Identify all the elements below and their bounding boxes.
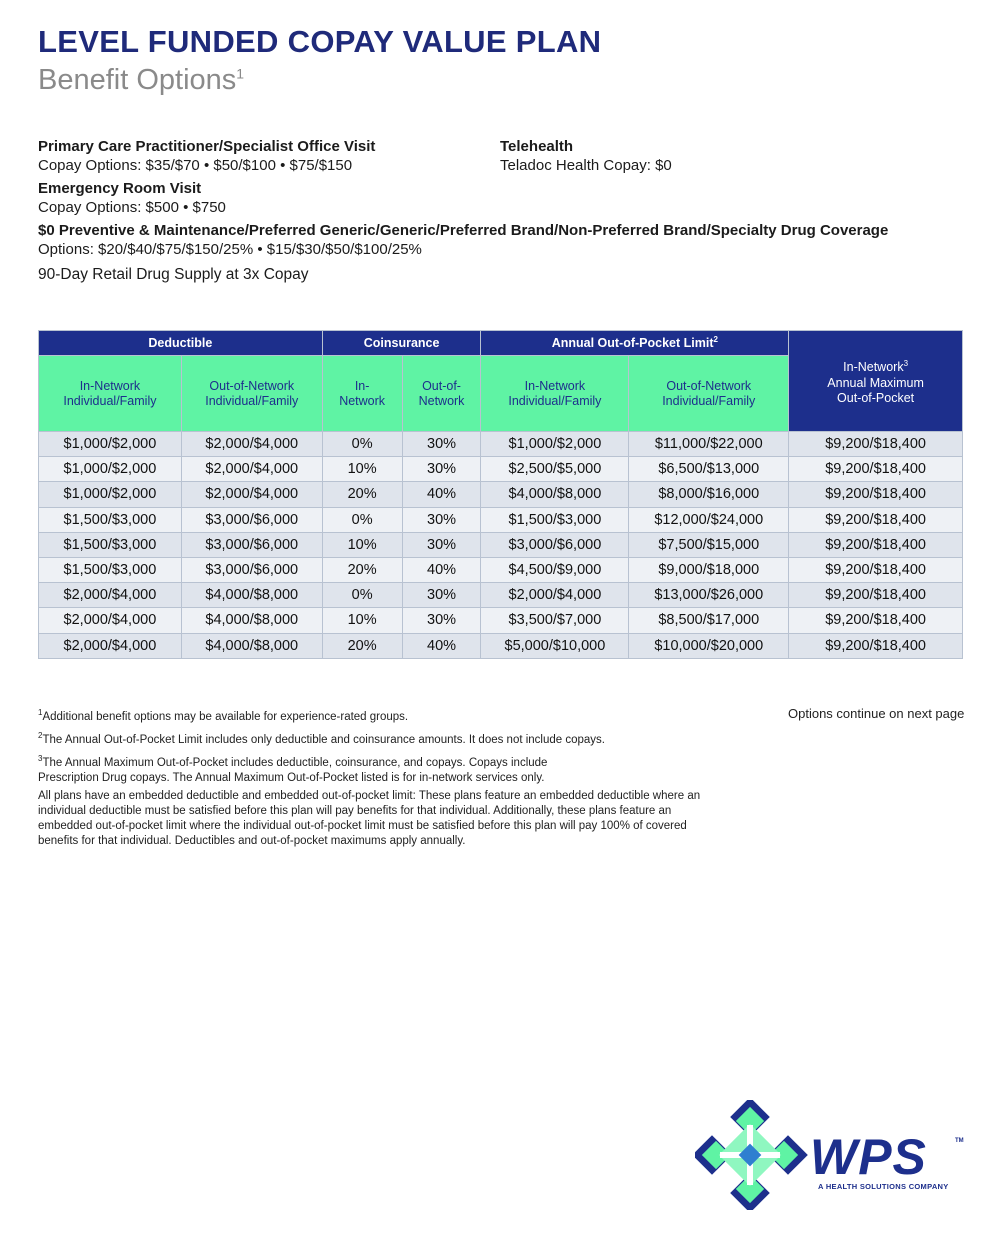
table-cell: $1,000/$2,000 [481,432,629,457]
table-row [39,432,963,457]
table-cell: $9,200/$18,400 [789,633,963,658]
table-cell: $2,000/$4,000 [39,608,182,633]
wps-wordmark: WPS [810,1129,927,1185]
max-oop-footnote-ref: 3 [903,359,909,369]
ded-out-network-header [181,356,322,432]
table-cell: 30% [402,432,481,457]
table-cell: $1,000/$2,000 [39,432,182,457]
footnote-2-text: The Annual Out-of-Pocket Limit includes only deductible and coinsurance amounts. It does not include copays. [42,733,606,746]
table-cell: $2,500/$5,000 [481,457,629,482]
table-cell: 40% [402,557,481,582]
co-out-network-header [402,356,481,432]
trademark-mark: TM [955,1138,964,1144]
table-cell: $1,000/$2,000 [39,482,182,507]
co-in-network-header [322,356,402,432]
table-row [39,583,963,608]
table-row [39,532,963,557]
table-cell: $4,000/$8,000 [481,482,629,507]
office-visit-heading: Primary Care Practitioner/Specialist Office Visit [38,138,376,155]
table-cell: $3,500/$7,000 [481,608,629,633]
table-row [39,457,963,482]
drug-benefit [38,221,978,259]
table-cell: $5,000/$10,000 [481,633,629,658]
table-cell: $2,000/$4,000 [181,432,322,457]
table-cell: $8,500/$17,000 [629,608,789,633]
ded-in-network-header [39,356,182,432]
coinsurance-group-header: Coinsurance [322,331,481,356]
oop-limit-label: Annual Out-of-Pocket Limit [551,336,714,351]
telehealth-heading: Telehealth [500,138,574,155]
table-cell: $9,200/$18,400 [789,432,963,457]
table-cell: 30% [402,507,481,532]
oop-limit-group-header [481,331,789,356]
oop-out-network-header [629,356,789,432]
table-row [39,557,963,582]
table-cell: 0% [322,583,402,608]
table-cell: 10% [322,532,402,557]
page-subtitle [38,64,244,97]
plan-table-body [39,432,963,659]
footnote-1 [38,705,708,725]
table-cell: $9,200/$18,400 [789,507,963,532]
ded-out-line-2: Individual/Family [205,393,299,408]
table-cell: $9,200/$18,400 [789,608,963,633]
table-row [39,633,963,658]
footnote-embedded-note: All plans have an embedded deductible and embedded out-of-pocket limit: These plans feature an embedded deductible where an individual deductible must be satisfied before this plan will pay benefits for that individual. Additionally, these plans feature an embedded out-of-pocket limit where the individual out-of-pocket limit must be satisfied before this plan will pay 100% of covered benefits for that individual. Deductibles and out-of-pocket maximums apply annually. [38,790,701,847]
drug-detail: Options: $20/$40/$75/$150/25% • $15/$30/$50/$100/25% [38,241,422,258]
table-cell: 40% [402,482,481,507]
table-cell: $4,000/$8,000 [181,583,322,608]
table-cell: $8,000/$16,000 [629,482,789,507]
table-cell: $2,000/$4,000 [39,633,182,658]
er-visit-heading: Emergency Room Visit [38,180,202,197]
ded-in-line-2: Individual/Family [63,393,157,408]
table-row [39,608,963,633]
co-in-line-2: Network [339,393,386,408]
table-cell: $1,500/$3,000 [481,507,629,532]
table-cell: 30% [402,532,481,557]
table-cell: 20% [322,633,402,658]
er-visit-detail: Copay Options: $500 • $750 [38,199,226,216]
table-cell: $2,000/$4,000 [39,583,182,608]
table-cell: $7,500/$15,000 [629,532,789,557]
table-cell: $9,200/$18,400 [789,457,963,482]
table-cell: $1,500/$3,000 [39,507,182,532]
footnote-3-text: The Annual Maximum Out-of-Pocket includes deductible, coinsurance, and copays. Copays include Prescription Drug copays. The Annual Maximum Out-of-Pocket listed is for in-network services only. [38,756,548,784]
oop-in-line-1: In-Network [524,378,586,393]
table-cell: 30% [402,457,481,482]
table-cell: 20% [322,482,402,507]
table-cell: $13,000/$26,000 [629,583,789,608]
page-title: LEVEL FUNDED COPAY VALUE PLAN [38,24,602,59]
table-cell: $2,000/$4,000 [181,482,322,507]
oop-footnote-ref: 2 [713,335,718,345]
ded-out-line-1: Out-of-Network [209,378,295,393]
table-cell: $6,500/$13,000 [629,457,789,482]
oop-in-line-2: Individual/Family [508,393,602,408]
table-cell: 10% [322,457,402,482]
footnote-1-marker: 1 [38,708,43,717]
table-cell: 10% [322,608,402,633]
table-cell: $1,500/$3,000 [39,557,182,582]
footnote-3-marker: 3 [38,754,43,763]
table-cell: 30% [402,583,481,608]
oop-out-line-1: Out-of-Network [666,378,752,393]
table-cell: $4,000/$8,000 [181,608,322,633]
plan-options-table [38,330,963,659]
ded-in-line-1: In-Network [79,378,141,393]
max-oop-header [789,331,963,432]
footnote-3 [38,751,578,786]
table-cell: $4,500/$9,000 [481,557,629,582]
oop-out-line-2: Individual/Family [662,393,756,408]
table-cell: $3,000/$6,000 [481,532,629,557]
table-cell: $1,500/$3,000 [39,532,182,557]
table-cell: $2,000/$4,000 [481,583,629,608]
co-in-line-1: In- [354,378,370,393]
telehealth-benefit [500,137,672,175]
table-cell: 20% [322,557,402,582]
subtitle-text: Benefit Options [38,64,237,96]
table-cell: $3,000/$6,000 [181,557,322,582]
oop-in-network-header [481,356,629,432]
deductible-group-header: Deductible [39,331,323,356]
footnote-2 [38,728,708,748]
max-oop-line-3: Out-of-Pocket [837,390,915,405]
telehealth-detail: Teladoc Health Copay: $0 [500,157,672,174]
drug-heading: $0 Preventive & Maintenance/Preferred Generic/Generic/Preferred Brand/Non-Preferred Brand/Specialty Drug Coverage [38,222,889,239]
logo-tagline: A HEALTH SOLUTIONS COMPANY [818,1182,949,1191]
table-cell: $1,000/$2,000 [39,457,182,482]
table-cell: $2,000/$4,000 [181,457,322,482]
table-cell: $9,000/$18,000 [629,557,789,582]
table-cell: $9,200/$18,400 [789,482,963,507]
continue-note: Options continue on next page [788,706,965,721]
co-out-line-1: Out-of- [422,378,461,393]
er-visit-benefit [38,179,978,217]
subtitle-footnote-ref: 1 [236,65,245,82]
table-cell: $10,000/$20,000 [629,633,789,658]
office-visit-detail: Copay Options: $35/$70 • $50/$100 • $75/$150 [38,157,353,174]
table-row [39,482,963,507]
retail-supply-note: 90-Day Retail Drug Supply at 3x Copay [38,266,309,283]
table-cell: $11,000/$22,000 [629,432,789,457]
table-cell: $3,000/$6,000 [181,507,322,532]
table-cell: 0% [322,507,402,532]
table-row [39,507,963,532]
table-cell: $4,000/$8,000 [181,633,322,658]
table-cell: $9,200/$18,400 [789,583,963,608]
max-oop-line-2: Annual Maximum [827,375,924,390]
co-out-line-2: Network [418,393,465,408]
table-cell: $3,000/$6,000 [181,532,322,557]
table-cell: 0% [322,432,402,457]
max-oop-line-1: In-Network [843,360,904,375]
table-cell: $9,200/$18,400 [789,557,963,582]
table-cell: 40% [402,633,481,658]
table-cell: $12,000/$24,000 [629,507,789,532]
footnote-1-text: Additional benefit options may be available for experience-rated groups. [42,710,409,723]
table-cell: $9,200/$18,400 [789,532,963,557]
table-cell: 30% [402,608,481,633]
footnote-2-marker: 2 [38,731,43,740]
